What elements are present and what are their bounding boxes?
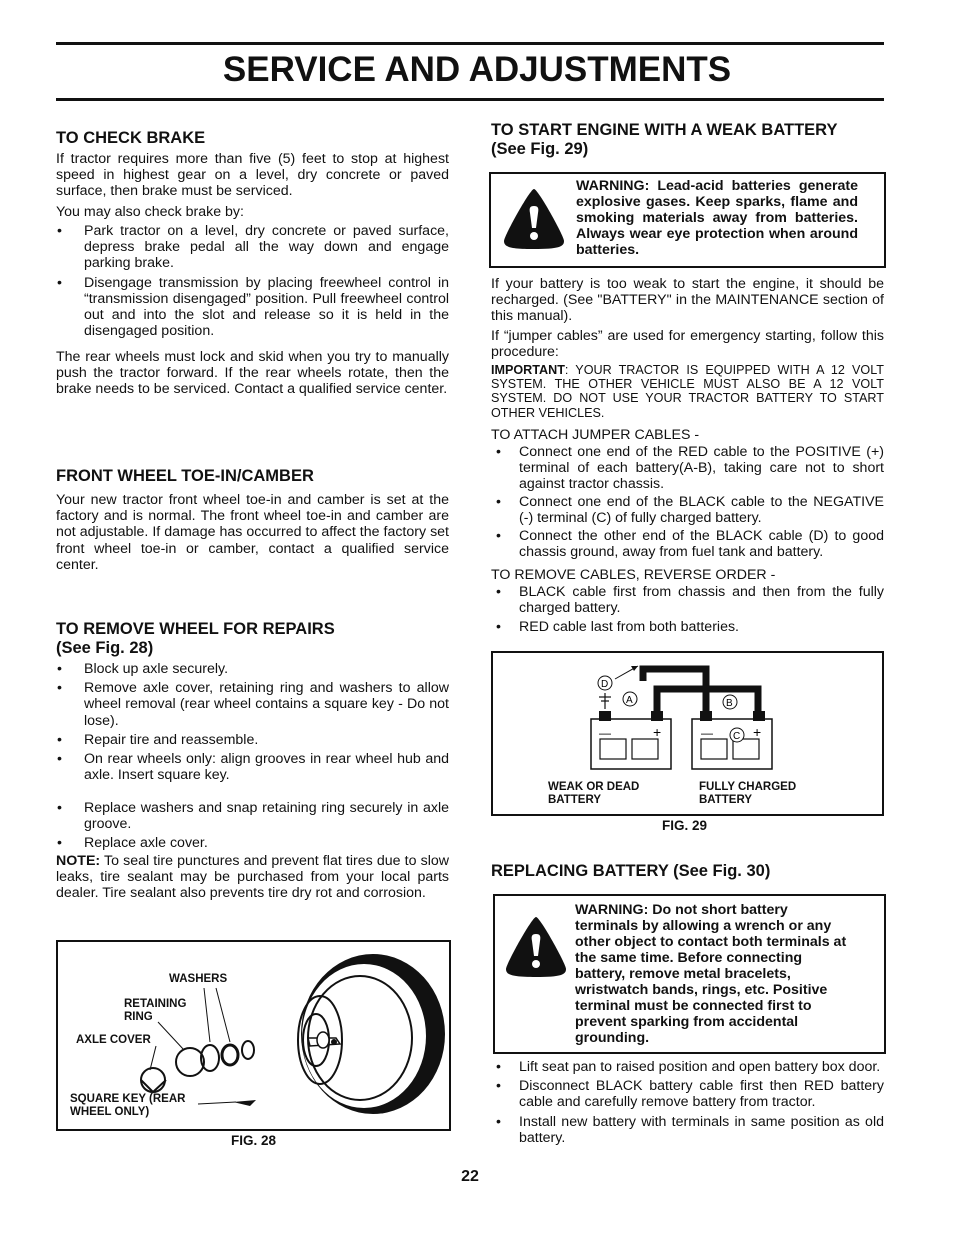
remove-wheel-heading — [56, 620, 335, 658]
weak-battery-heading-line1: TO START ENGINE WITH A WEAK BATTERY — [491, 121, 838, 139]
fig29-caption: FIG. 29 — [662, 818, 708, 833]
letter-d: D — [601, 679, 609, 690]
check-brake-also: You may also check brake by: — [56, 204, 244, 220]
list-item: • Replace axle cover. — [56, 835, 449, 851]
note-label: NOTE: — [56, 853, 101, 869]
remove-wheel-heading-line2: (See Fig. 28) — [56, 639, 154, 657]
check-brake-intro: If tractor requires more than five (5) feet to stop at highest speed in highest gear on a level, dry concrete or paved surface, then brake must be serviced. — [56, 151, 449, 200]
list-item: • Connect the other end of the BLACK cable (D) to good chassis ground, away from fuel tank and battery. — [491, 528, 884, 560]
warning-icon — [501, 186, 567, 252]
weak-battery-p1: If your battery is too weak to start the engine, it should be recharged. (See "BATTERY" in the MAINTENANCE section of this manual). — [491, 276, 884, 325]
weak-battery-label-line2: BATTERY — [548, 794, 602, 806]
replacing-list — [491, 1059, 884, 1146]
toe-in-text: Your new tractor front wheel toe-in and camber is set at the factory and is normal. The front wheel toe-in and camber are not adjustable. If damage has occurred to affect the factory set front wheel toe-in or camber, contact a qualified service center. — [56, 492, 449, 573]
full-battery-label-line1: FULLY CHARGED — [699, 781, 797, 793]
weak-battery-heading-line2: (See Fig. 29) — [491, 140, 589, 158]
weak-battery-label — [548, 781, 639, 807]
list-item: • Connect one end of the RED cable to the POSITIVE (+) terminal of each battery(A-B), taking care not to short against tractor chassis. — [491, 444, 884, 493]
letter-a: A — [626, 695, 633, 706]
important-label: IMPORTANT — [491, 363, 565, 377]
check-brake-outro: The rear wheels must lock and skid when you try to manually push the tractor forward. If the rear wheels rotate, then the brake needs to be serviced. Contact a qualified service center. — [56, 349, 449, 398]
check-brake-list — [56, 223, 449, 339]
list-item: • BLACK cable first from chassis and then from the fully charged battery. — [491, 584, 884, 616]
list-item: • Lift seat pan to raised position and open battery box door. — [491, 1059, 884, 1075]
remove-cables-list — [491, 584, 884, 636]
list-item: • Block up axle securely. — [56, 661, 449, 677]
full-battery-label-line2: BATTERY — [699, 794, 753, 806]
attach-heading: TO ATTACH JUMPER CABLES - — [491, 427, 700, 443]
fig28-caption: FIG. 28 — [231, 1133, 277, 1148]
remove-wheel-note — [56, 853, 449, 902]
warning-icon — [503, 914, 569, 980]
warning-label: WARNING — [576, 178, 645, 194]
replacing-heading: REPLACING BATTERY (See Fig. 30) — [491, 862, 771, 880]
remove-cables-heading: TO REMOVE CABLES, REVERSE ORDER - — [491, 567, 776, 583]
toe-in-heading: FRONT WHEEL TOE-IN/CAMBER — [56, 467, 314, 485]
weak-battery-warning-box — [489, 172, 886, 268]
weak-plus-sign: + — [653, 724, 662, 740]
letter-c: C — [733, 731, 741, 742]
replacing-warning-text: WARNING: Do not short battery terminals by allowing a wrench or any other object to contact both terminals at the same time. Before connecting battery, remove metal bracelets, wristwatch bands, rings, etc. Positive terminal must be connected first to prevent sparking from accidental grounding. — [575, 902, 847, 1046]
list-item: • Connect one end of the BLACK cable to the NEGATIVE (-) terminal (C) of fully charged battery. — [491, 494, 884, 526]
letter-b: B — [726, 698, 733, 709]
check-brake-heading: TO CHECK BRAKE — [56, 129, 206, 147]
list-item: • Park tractor on a level, dry concrete or paved surface, depress brake pedal all the way down and engage parking brake. — [56, 223, 449, 272]
important-note — [491, 363, 884, 420]
page-number: 22 — [461, 1168, 479, 1185]
retaining-ring-label-line2: RING — [124, 1011, 153, 1023]
title-underline — [56, 98, 884, 101]
fig29-frame — [491, 651, 884, 816]
square-key-label-line2: WHEEL ONLY) — [70, 1106, 150, 1118]
weak-battery-label-line1: WEAK OR DEAD — [548, 781, 640, 793]
retaining-ring-label-line1: RETAINING — [124, 998, 187, 1010]
remove-wheel-list-a — [56, 661, 449, 783]
important-text: : YOUR TRACTOR IS EQUIPPED WITH A 12 VOLT SYSTEM. THE OTHER VEHICLE MUST ALSO BE A 12 VOLT SYSTEM. DO NOT USE YOUR TRACTOR BATTERY TO START OTHER VEHICLES. — [491, 363, 884, 420]
list-item: • Replace washers and snap retaining ring securely in axle groove. — [56, 800, 449, 832]
fig28-frame — [56, 940, 451, 1131]
full-minus-sign: — — [701, 726, 713, 740]
list-item: • Disengage transmission by placing freewheel control in “transmission disengaged” position. Pull freewheel control out and into the slot and release so it is held in the disengaged position. — [56, 275, 449, 340]
full-battery-label — [699, 781, 796, 807]
retaining-ring-label — [124, 998, 186, 1024]
list-item: • On rear wheels only: align grooves in rear wheel hub and axle. Insert square key. — [56, 751, 449, 783]
page-title: SERVICE AND ADJUSTMENTS — [222, 50, 732, 89]
warning-body: : Lead-acid batteries generate explosive gases. Keep sparks, flame and smoking materials away from batteries. Always wear eye protection when around batteries. — [576, 178, 858, 258]
remove-wheel-heading-line1: TO REMOVE WHEEL FOR REPAIRS — [56, 620, 335, 638]
list-item: • Disconnect BLACK battery cable first then RED battery cable and carefully remove battery from tractor. — [491, 1078, 884, 1110]
full-plus-sign: + — [753, 724, 762, 740]
axle-cover-label: AXLE COVER — [76, 1034, 151, 1046]
weak-battery-heading — [491, 121, 837, 159]
note-text: To seal tire punctures and prevent flat tires due to slow leaks, tire sealant may be purchased from your local parts dealer. Tire sealant also prevents tire dry rot and corrosion. — [56, 853, 449, 902]
replacing-warning-box — [493, 894, 886, 1054]
list-item: • Install new battery with terminals in same position as old battery. — [491, 1114, 884, 1146]
list-item: • Repair tire and reassemble. — [56, 732, 449, 748]
weak-battery-p2: If “jumper cables” are used for emergency starting, follow this procedure: — [491, 328, 884, 361]
washers-label: WASHERS — [169, 973, 228, 985]
square-key-label-line1: SQUARE KEY (REAR — [70, 1093, 186, 1105]
top-rule — [56, 42, 884, 45]
attach-list — [491, 444, 884, 560]
square-key-label — [70, 1093, 185, 1119]
weak-battery-warning-text — [576, 178, 858, 258]
remove-wheel-list-b — [56, 800, 449, 852]
weak-minus-sign: — — [599, 726, 611, 740]
list-item: • Remove axle cover, retaining ring and washers to allow wheel removal (rear wheel contains a square key - Do not lose). — [56, 680, 449, 729]
list-item: • RED cable last from both batteries. — [491, 619, 884, 635]
